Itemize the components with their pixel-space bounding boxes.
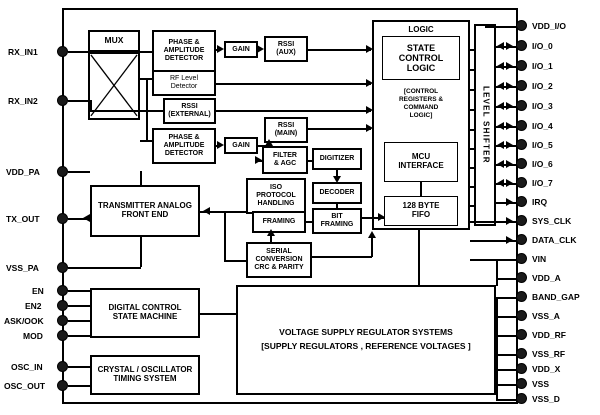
pad-vss-a[interactable] bbox=[516, 310, 527, 321]
phase-amp-main-line1: PHASE & bbox=[168, 134, 200, 142]
pad-vss-pa[interactable] bbox=[57, 262, 68, 273]
wire-ls-irq bbox=[470, 205, 474, 207]
pad-osc-out[interactable] bbox=[57, 380, 68, 391]
arrow-io-6-in bbox=[497, 160, 504, 168]
arrow-pa-main-to-gain bbox=[217, 141, 224, 149]
gain-main-label: GAIN bbox=[232, 141, 250, 149]
state-line3: LOGIC bbox=[406, 63, 436, 74]
ctrl-line3: COMMAND bbox=[403, 104, 439, 112]
arrow-io-2-in bbox=[497, 82, 504, 90]
xtal-line1: CRYSTAL / OSCILLATOR bbox=[97, 365, 193, 375]
pad-tx-out[interactable] bbox=[57, 213, 68, 224]
pad-io-3[interactable] bbox=[516, 100, 527, 111]
mcu-line1: MCU bbox=[411, 152, 431, 162]
arrow-io-0-out bbox=[506, 42, 513, 50]
arrow-gain-aux-to-rssi bbox=[257, 45, 264, 53]
pad-io-7[interactable] bbox=[516, 177, 527, 188]
wire-pad-vss-a bbox=[496, 316, 517, 318]
logic-label: LOGIC bbox=[408, 25, 434, 34]
arrow-io-2-out bbox=[506, 82, 513, 90]
pin-label-vss-d: VSS_D bbox=[532, 394, 560, 404]
arrow-serial-to-fifo bbox=[368, 231, 376, 238]
pin-label-en2: EN2 bbox=[25, 301, 42, 311]
block-voltage-supply-regulator-systems bbox=[236, 285, 496, 395]
block-mcu-interface bbox=[384, 142, 458, 182]
pin-label-ask-ook: ASK/OOK bbox=[4, 316, 44, 326]
text-control-registers bbox=[382, 88, 460, 134]
wire-tx-to-serial-v bbox=[224, 211, 226, 260]
pin-label-vin: VIN bbox=[532, 254, 547, 264]
pin-label-vdd-x: VDD_X bbox=[532, 364, 561, 374]
wire-rssi-main-to-logic bbox=[308, 128, 371, 130]
wire-ls-2 bbox=[470, 89, 474, 91]
block-phase-amplitude-detector-aux bbox=[152, 30, 216, 72]
block-rssi-aux bbox=[264, 36, 308, 62]
wire-osc-in bbox=[68, 366, 90, 368]
digitizer-label: DIGITIZER bbox=[319, 155, 355, 163]
block-gain-main bbox=[224, 137, 258, 154]
pad-en2[interactable] bbox=[57, 300, 68, 311]
arrow-io-1-out bbox=[506, 62, 513, 70]
pin-label-irq: IRQ bbox=[532, 197, 548, 207]
arrow-digitizer-to-decoder bbox=[333, 176, 341, 183]
wire-vss-pa-rail bbox=[90, 267, 141, 269]
vsr-line2: [SUPPLY REGULATORS , REFERENCE VOLTAGES ] bbox=[261, 341, 471, 351]
pin-label-vss-a: VSS_A bbox=[532, 311, 560, 321]
wire-logic-to-vsr bbox=[418, 230, 420, 285]
phase-amp-aux-line3: DETECTOR bbox=[164, 54, 204, 62]
pad-vss[interactable] bbox=[516, 378, 527, 389]
wire-ls-3 bbox=[470, 109, 474, 111]
pin-label-sys-clk: SYS_CLK bbox=[532, 216, 572, 226]
block-framing bbox=[252, 211, 306, 233]
wire-vdd-pa bbox=[68, 171, 90, 173]
block-level-shifter bbox=[474, 24, 496, 226]
arrow-gain-to-rssi-main bbox=[265, 139, 273, 146]
mcu-line2: INTERFACE bbox=[398, 161, 444, 170]
arrow-sys-clk-out bbox=[506, 217, 513, 225]
pin-label-io-2: I/O_2 bbox=[532, 81, 553, 91]
pin-label-mod: MOD bbox=[23, 331, 43, 341]
pin-label-en: EN bbox=[32, 286, 44, 296]
pad-io-1[interactable] bbox=[516, 60, 527, 71]
rf-level-line2: Detector bbox=[170, 83, 198, 90]
wire-pad-vss-d bbox=[496, 399, 517, 401]
xtal-line2: TIMING SYSTEM bbox=[113, 374, 177, 383]
level-shifter-label: LEVEL SHIFTER bbox=[481, 86, 491, 164]
pin-label-io-1: I/O_1 bbox=[532, 61, 553, 71]
pad-vin[interactable] bbox=[516, 253, 527, 264]
arrow-tx-out bbox=[83, 214, 90, 222]
arrow-io-4-out bbox=[506, 122, 513, 130]
pin-label-io-5: I/O_5 bbox=[532, 140, 553, 150]
wire-vss-pa-to-tx bbox=[140, 237, 142, 267]
wire-ls-7 bbox=[470, 186, 474, 188]
block-state-control-logic bbox=[382, 36, 460, 80]
wire-vin-to-ls bbox=[470, 259, 498, 261]
wire-mcu-fifo bbox=[420, 182, 422, 196]
wire-ls-4 bbox=[470, 129, 474, 131]
block-phase-amplitude-detector-main bbox=[152, 128, 216, 164]
block-rssi-external bbox=[163, 98, 216, 124]
arrow-io-4-in bbox=[497, 122, 504, 130]
phase-amp-main-line3: DETECTOR bbox=[164, 149, 204, 157]
wire-rx-in1 bbox=[68, 51, 90, 53]
mux-cross-icon bbox=[90, 54, 138, 117]
pin-label-data-clk: DATA_CLK bbox=[532, 235, 577, 245]
rssi-aux-line1: RSSI bbox=[277, 41, 295, 49]
block-mux-label: MUX bbox=[104, 35, 124, 46]
ctrl-line1: [CONTROL bbox=[403, 88, 439, 95]
arrow-framing-to-tx bbox=[203, 207, 210, 215]
block-digitizer bbox=[312, 148, 362, 170]
arrow-io-7-in bbox=[497, 179, 504, 187]
block-crystal-oscillator-timing-system bbox=[90, 355, 200, 395]
bit-framing-line2: FRAMING bbox=[320, 221, 354, 228]
wire-supply-rail bbox=[496, 297, 498, 399]
arrow-pa-aux-to-gain bbox=[217, 45, 224, 53]
pad-io-5[interactable] bbox=[516, 139, 527, 150]
rssi-external-line1: RSSI bbox=[181, 103, 198, 111]
wire-pad-vdd-rf bbox=[496, 335, 517, 337]
wire-ask-ook bbox=[68, 320, 90, 322]
pin-label-vdd-pa: VDD_PA bbox=[6, 167, 40, 177]
rssi-main-line1: RSSI bbox=[277, 122, 295, 130]
state-line1: STATE bbox=[406, 42, 436, 53]
rssi-external-line2: (EXTERNAL) bbox=[168, 111, 211, 118]
wire-dcsm-to-right bbox=[200, 313, 236, 315]
pad-ask-ook[interactable] bbox=[57, 315, 68, 326]
wire-mod bbox=[68, 335, 90, 337]
phase-amp-main-line2: AMPLITUDE bbox=[163, 142, 205, 150]
wire-gain-to-filter bbox=[258, 160, 262, 162]
iso-line2: PROTOCOL bbox=[256, 192, 296, 200]
pin-label-osc-out: OSC_OUT bbox=[4, 381, 46, 391]
pad-vdd-rf[interactable] bbox=[516, 329, 527, 340]
wire-ls-1 bbox=[470, 69, 474, 71]
pin-label-vss-pa: VSS_PA bbox=[6, 263, 39, 273]
arrow-serial-to-framing bbox=[267, 229, 275, 236]
pin-label-band-gap: BAND_GAP bbox=[532, 292, 580, 302]
wire-rf-level-to-logic bbox=[216, 83, 371, 85]
pin-label-io-0: I/O_0 bbox=[532, 41, 553, 51]
digital-ctrl-line1: DIGITAL CONTROL bbox=[108, 303, 182, 313]
pad-mod[interactable] bbox=[57, 330, 68, 341]
wire-pad-vss-rf bbox=[496, 354, 517, 356]
wire-framing-to-bit-framing bbox=[306, 221, 312, 223]
wire-serial-up-to-fifo bbox=[371, 236, 373, 257]
pin-label-vss: VSS bbox=[532, 379, 550, 389]
wire-vdd-io bbox=[485, 26, 517, 28]
arrow-io-7-out bbox=[506, 179, 513, 187]
digital-ctrl-line2: STATE MACHINE bbox=[112, 312, 178, 321]
block-gain-aux bbox=[224, 41, 258, 58]
wire-rssi-aux-to-logic bbox=[308, 49, 371, 51]
rf-level-line1: RF Level bbox=[169, 75, 198, 83]
arrow-io-5-out bbox=[506, 141, 513, 149]
block-decoder bbox=[312, 182, 362, 204]
bit-framing-line1: BIT bbox=[331, 213, 343, 221]
iso-line3: HANDLING bbox=[257, 199, 295, 207]
state-line2: CONTROL bbox=[398, 52, 444, 63]
pin-label-io-3: I/O_3 bbox=[532, 101, 553, 111]
pad-io-2[interactable] bbox=[516, 80, 527, 91]
pin-label-vss-rf: VSS_RF bbox=[532, 349, 566, 359]
ctrl-line4: LOGIC] bbox=[409, 112, 433, 120]
pin-label-vdd-a: VDD_A bbox=[532, 273, 561, 283]
wire-vss-pa bbox=[68, 267, 90, 269]
wire-pad-vdd-a bbox=[496, 278, 517, 280]
phase-amp-aux-line2: AMPLITUDE bbox=[163, 47, 205, 55]
serial-line1: SERIAL bbox=[266, 248, 292, 256]
arrow-io-3-in bbox=[497, 102, 504, 110]
wire-filter-to-digitizer bbox=[308, 160, 312, 162]
wire-ls-6 bbox=[470, 167, 474, 169]
block-bit-framing bbox=[312, 208, 362, 234]
block-rf-level-detector bbox=[152, 70, 216, 96]
tx-afe-line2: FRONT END bbox=[121, 210, 169, 219]
arrow-data-clk-out bbox=[506, 236, 513, 244]
wire-ls-0 bbox=[470, 49, 474, 51]
ctrl-line2: REGISTERS & bbox=[398, 96, 444, 104]
pin-label-io-6: I/O_6 bbox=[532, 159, 553, 169]
arrow-io-3-out bbox=[506, 102, 513, 110]
pad-vdd-a[interactable] bbox=[516, 272, 527, 283]
pad-io-4[interactable] bbox=[516, 120, 527, 131]
wire-pad-band-gap bbox=[496, 297, 517, 299]
pad-en[interactable] bbox=[57, 285, 68, 296]
block-transmitter-analog-front-end bbox=[90, 185, 200, 237]
rssi-main-line2: (MAIN) bbox=[274, 130, 298, 137]
pad-osc-in[interactable] bbox=[57, 361, 68, 372]
serial-line2: CONVERSION bbox=[255, 256, 303, 264]
wire-en bbox=[68, 290, 90, 292]
block-fifo bbox=[384, 196, 458, 226]
vsr-line1: VOLTAGE SUPPLY REGULATOR SYSTEMS bbox=[279, 327, 453, 338]
wire-rx-in2 bbox=[68, 100, 90, 102]
pin-label-osc-in: OSC_IN bbox=[11, 362, 43, 372]
wire-pad-vin bbox=[496, 259, 517, 261]
pin-label-io-7: I/O_7 bbox=[532, 178, 553, 188]
framing-label: FRAMING bbox=[262, 218, 296, 226]
pad-rx-in1[interactable] bbox=[57, 46, 68, 57]
filter-agc-line1: FILTER bbox=[273, 152, 297, 160]
pad-vss-rf[interactable] bbox=[516, 348, 527, 359]
pad-io-0[interactable] bbox=[516, 40, 527, 51]
block-iso-protocol-handling bbox=[246, 178, 306, 214]
pin-label-tx-out: TX_OUT bbox=[6, 214, 40, 224]
arrow-io-5-in bbox=[497, 141, 504, 149]
arrow-io-6-out bbox=[506, 160, 513, 168]
wire-vin-down bbox=[496, 259, 498, 286]
wire-decoder-to-bit-framing bbox=[336, 204, 338, 208]
fifo-line2: FIFO bbox=[411, 210, 431, 219]
block-digital-control-state-machine bbox=[90, 288, 200, 338]
phase-amp-aux-line1: PHASE & bbox=[168, 39, 200, 47]
pin-label-rx-in1: RX_IN1 bbox=[8, 47, 38, 57]
wire-rssi-ext-to-logic bbox=[216, 110, 371, 112]
decoder-label: DECODER bbox=[319, 189, 355, 197]
pad-rx-in2[interactable] bbox=[57, 95, 68, 106]
rssi-aux-line2: (AUX) bbox=[276, 49, 296, 56]
pad-vdd-io[interactable] bbox=[516, 20, 527, 31]
wire-tx-to-serial-h bbox=[224, 260, 246, 262]
block-serial-conversion bbox=[246, 242, 312, 278]
wire-rx-in2-to-rssi-ext bbox=[90, 110, 163, 112]
pad-vss-d[interactable] bbox=[516, 393, 527, 404]
wire-osc-out bbox=[68, 385, 90, 387]
pad-irq[interactable] bbox=[516, 196, 527, 207]
wire-en2 bbox=[68, 305, 90, 307]
pad-vdd-x[interactable] bbox=[516, 363, 527, 374]
pad-vdd-pa[interactable] bbox=[57, 166, 68, 177]
block-mux-header bbox=[88, 30, 140, 52]
arrow-irq-out bbox=[506, 198, 513, 206]
arrow-bit-framing-to-fifo bbox=[378, 213, 385, 221]
arrow-io-1-in bbox=[497, 62, 504, 70]
wire-pad-vss bbox=[496, 384, 517, 386]
gain-aux-label: GAIN bbox=[232, 45, 250, 53]
pin-label-rx-in2: RX_IN2 bbox=[8, 96, 38, 106]
arrow-io-0-in bbox=[497, 42, 504, 50]
pad-sys-clk[interactable] bbox=[516, 215, 527, 226]
pin-label-io-4: I/O_4 bbox=[532, 121, 553, 131]
pin-label-vdd-io: VDD_I/O bbox=[532, 21, 567, 31]
pad-band-gap[interactable] bbox=[516, 291, 527, 302]
serial-line3: CRC & PARITY bbox=[254, 263, 304, 271]
fifo-line1: 128 BYTE bbox=[402, 201, 440, 211]
wire-pad-vdd-x bbox=[496, 369, 517, 371]
wire-rx-in2-branch bbox=[90, 100, 92, 111]
tx-afe-line1: TRANSMITTER ANALOG bbox=[98, 201, 192, 211]
iso-line1: ISO bbox=[269, 184, 283, 192]
wire-mux-out-top bbox=[140, 51, 152, 53]
pin-label-vdd-rf: VDD_RF bbox=[532, 330, 567, 340]
wire-serial-to-fifo-bus bbox=[312, 256, 372, 258]
pad-data-clk[interactable] bbox=[516, 234, 527, 245]
filter-agc-line2: & AGC bbox=[273, 160, 297, 167]
block-filter-agc bbox=[262, 146, 308, 174]
wire-vdd-pa-to-tx bbox=[140, 171, 142, 185]
wire-ls-5 bbox=[470, 148, 474, 150]
pad-io-6[interactable] bbox=[516, 158, 527, 169]
